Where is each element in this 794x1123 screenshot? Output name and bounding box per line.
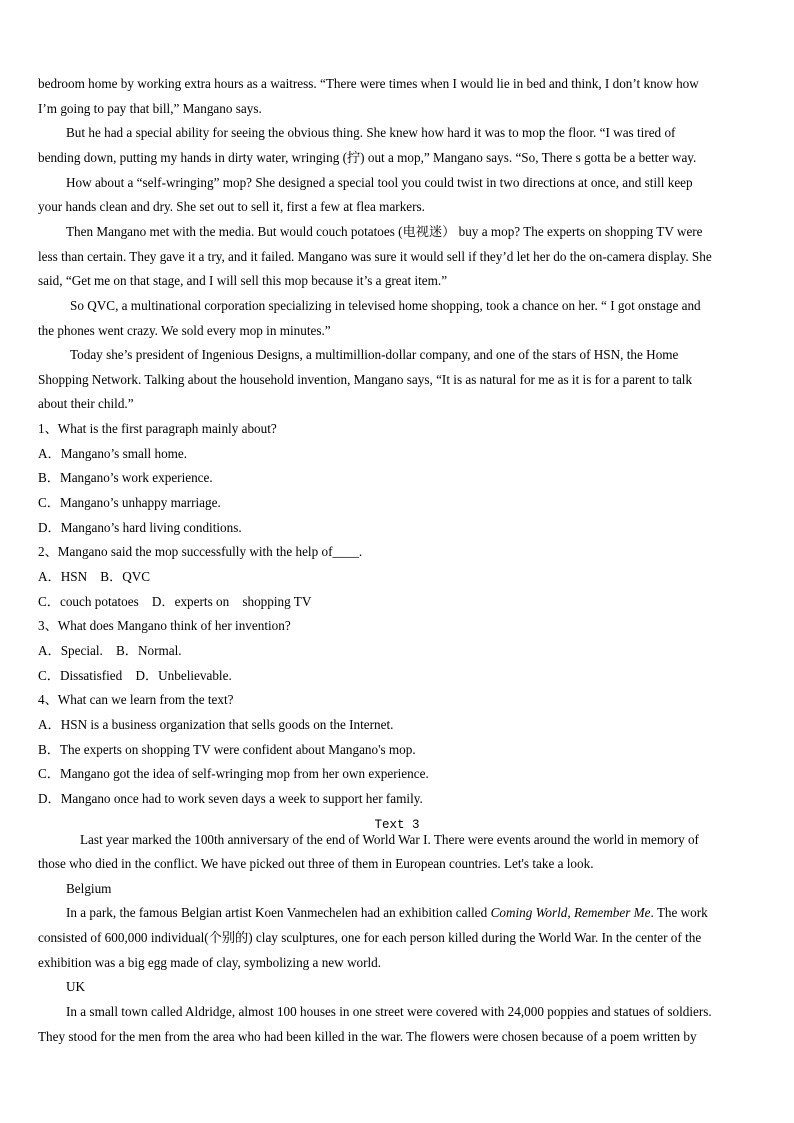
option-line: A．HSN B．QVC	[38, 569, 151, 584]
text-line: less than certain. They gave it a try, and it failed. Mangano was sure it would sell if they’d let her do the on-camera display. She	[38, 248, 712, 264]
artwork-title: Coming World, Remember Me	[490, 905, 651, 921]
question-line: 4、What can we learn from the text?	[38, 692, 234, 708]
option-line: B．Mangano’s work experience.	[38, 470, 213, 486]
text-line: your hands clean and dry. She set out to sell it, first a few at flea markers.	[38, 199, 425, 215]
text-line: bedroom home by working extra hours as a waitress. “There were times when I would lie in bed and think, I don’t know how	[38, 76, 699, 91]
section-heading: Text 3	[374, 818, 420, 832]
text-segment: . The work	[650, 905, 708, 921]
text-line: But he had a special ability for seeing the obvious thing. She knew how hard it was to mop the floor. “I was tired of	[66, 125, 676, 141]
text-segment: In a park, the famous Belgian artist Koen Vanmechelen had an exhibition called	[66, 905, 491, 921]
text-line: Shopping Network. Talking about the household invention, Mangano says, “It is as natural for me as it is for a parent to talk	[38, 371, 693, 387]
text-line: consisted of 600,000 individual(个别的) clay sculptures, one for each person killed during the World War. In the center of the	[38, 930, 702, 946]
option-line: D．Mangano’s hard living conditions.	[38, 519, 242, 535]
option-line: C．Dissatisfied D．Unbelievable.	[38, 667, 232, 683]
text-line: In a small town called Aldridge, almost 100 houses in one street were covered with 24,000 poppies and statues of soldiers.	[66, 1004, 712, 1020]
question-line: 3、What does Mangano think of her invention?	[38, 618, 291, 634]
text-line	[66, 904, 708, 922]
text-line: Today she’s president of Ingenious Designs, a multimillion-dollar company, and one of the stars of HSN, the Home	[70, 347, 679, 363]
text-line: UK	[66, 979, 86, 995]
text-line: the phones went crazy. We sold every mop in minutes.”	[38, 322, 331, 338]
text-line: exhibition was a big egg made of clay, symbolizing a new world.	[38, 954, 382, 970]
option-line: C．couch potatoes D．experts on shopping TV	[38, 593, 312, 609]
text-line: How about a “self-wringing” mop? She designed a special tool you could twist in two directions at once, and still keep	[66, 174, 693, 190]
text-line: about their child.”	[38, 396, 134, 412]
option-line: A．Special. B．Normal.	[38, 642, 182, 658]
text-line: I’m going to pay that bill,” Mangano says.	[38, 100, 262, 116]
text-line: those who died in the conflict. We have picked out three of them in European countries. Let's take a look.	[38, 856, 594, 872]
text-line: bending down, putting my hands in dirty water, wringing (拧) out a mop,” Mangano says. “So, There s gotta be a better way.	[38, 149, 697, 165]
text-line: They stood for the men from the area who had been killed in the war. The flowers were chosen because of a poem written by	[38, 1028, 697, 1044]
text-line: So QVC, a multinational corporation specializing in televised home shopping, took a chance on her. “ I got onstage and	[70, 297, 701, 313]
option-line: A．HSN is a business organization that sells goods on the Internet.	[38, 716, 394, 732]
option-line: C．Mangano got the idea of self-wringing mop from her own experience.	[38, 766, 429, 782]
option-line: D．Mangano once had to work seven days a week to support her family.	[38, 790, 423, 806]
question-line: 1、What is the first paragraph mainly about?	[38, 421, 277, 437]
text-line: Last year marked the 100th anniversary of the end of World War I. There were events around the world in memory of	[80, 831, 699, 847]
text-line: Then Mangano met with the media. But would couch potatoes (电视迷） buy a mop? The experts on shopping TV were	[66, 223, 703, 239]
text-line: Belgium	[66, 880, 112, 896]
option-line: C．Mangano’s unhappy marriage.	[38, 495, 221, 511]
text-line: said, “Get me on that stage, and I will sell this mop because it’s a great item.”	[38, 273, 448, 289]
question-line: 2、Mangano said the mop successfully with the help of____.	[38, 544, 363, 560]
option-line: A．Mangano’s small home.	[38, 445, 188, 461]
option-line: B．The experts on shopping TV were confident about Mangano's mop.	[38, 741, 416, 757]
